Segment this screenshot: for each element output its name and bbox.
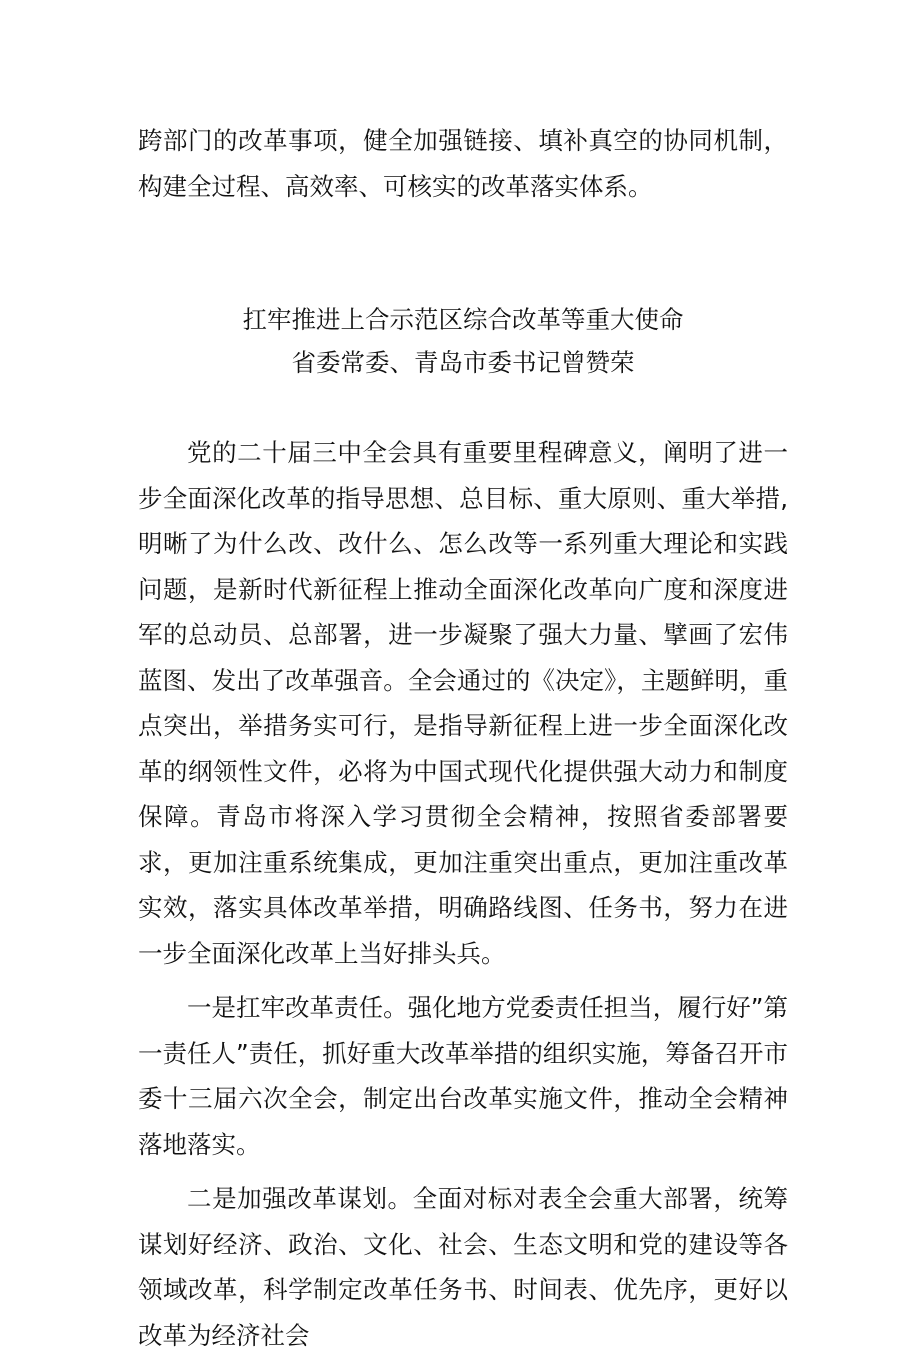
section-title: 扛牢推进上合示范区综合改革等重大使命	[242, 305, 684, 334]
intro-paragraph: 跨部门的改革事项，健全加强链接、填补真空的协同机制，构建全过程、高效率、可核实的改革落实体系。	[138, 126, 788, 201]
section-heading	[138, 298, 788, 384]
body-paragraph-3: 二是加强改革谋划。全面对标对表全会重大部署，统筹谋划好经济、政治、文化、社会、生态文明和党的建设等各领域改革，科学制定改革任务书、时间表、优先序，更好以改革为经济社会	[138, 1184, 788, 1350]
body-paragraph-2: 一是扛牢改革责任。强化地方党委责任担当，履行好”第一责任人”责任，抓好重大改革举措的组织实施，筹备召开市委十三届六次全会，制定出台改革实施文件，推动全会精神落地落实。	[138, 993, 788, 1159]
document-page	[138, 118, 788, 1358]
section-author: 省委常委、青岛市委书记曾赞荣	[291, 348, 635, 377]
body-paragraph-1: 党的二十届三中全会具有重要里程碑意义，阐明了进一步全面深化改革的指导思想、总目标、重大原则、重大举措,明晰了为什么改、改什么、怎么改等一系列重大理论和实践问题，是新时代新征程上推动全面深化改革向广度和深度进军的总动员、总部署，进一步凝聚了强大力量、擘画了宏伟蓝图、发出了改革强音。全会通过的《决定》，主题鲜明，重点突出，举措务实可行，是指导新征程上进一步全面深化改革的纲领性文件，必将为中国式现代化提供强大动力和制度保障。青岛市将深入学习贯彻全会精神，按照省委部署要求，更加注重系统集成，更加注重突出重点，更加注重改革实效，落实具体改革举措，明确路线图、任务书，努力在进一步全面深化改革上当好排头兵。	[138, 438, 788, 968]
